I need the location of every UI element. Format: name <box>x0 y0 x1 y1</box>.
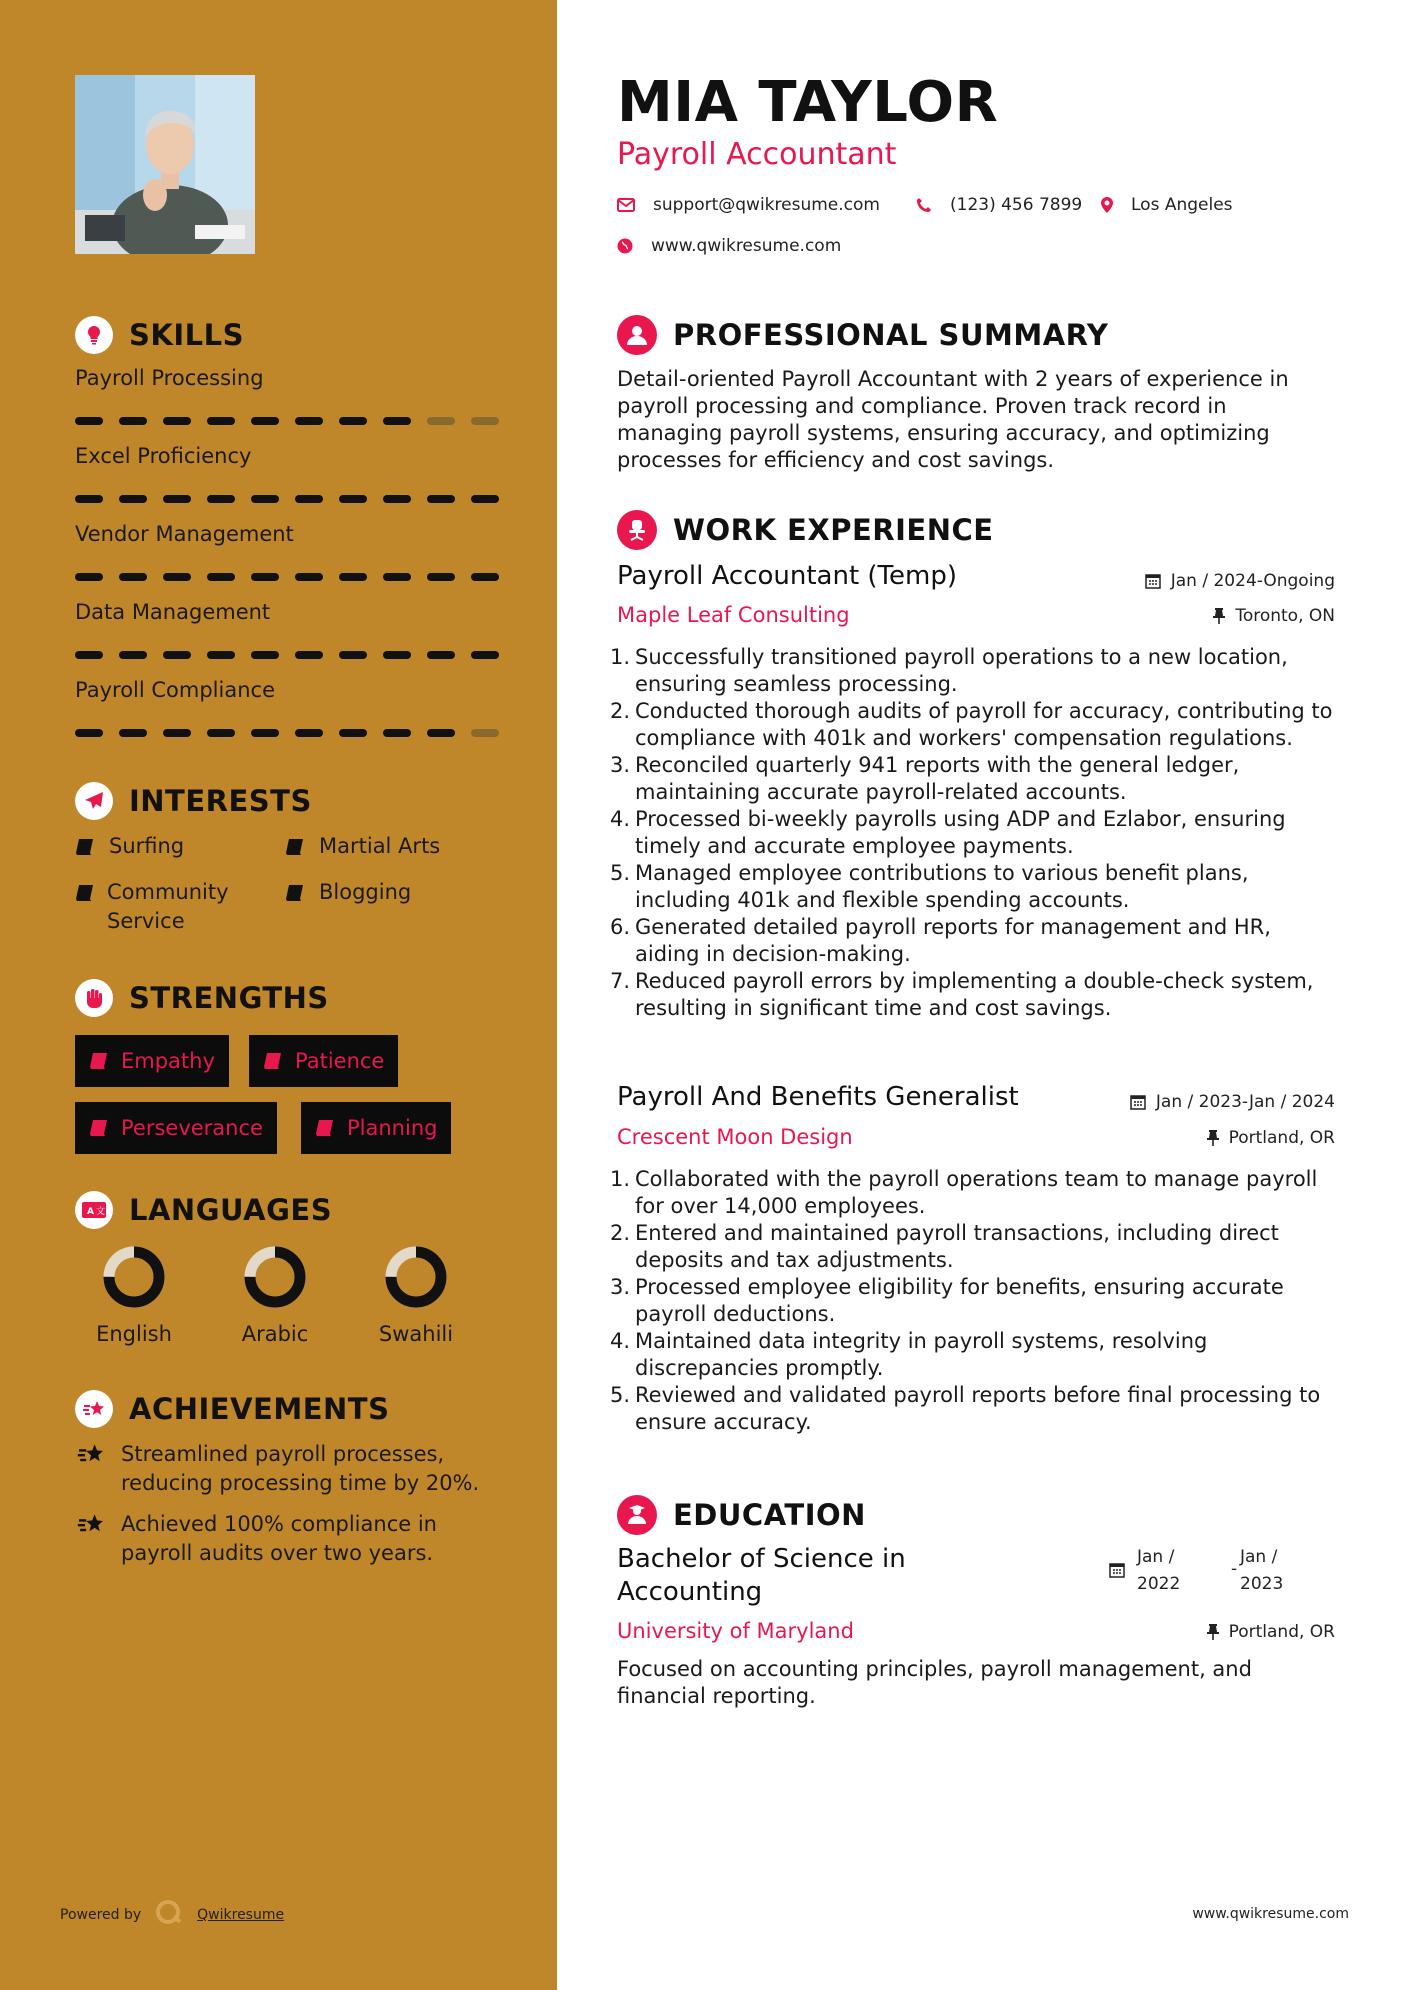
interest-label: Community Service <box>107 880 229 933</box>
qwikresume-link[interactable]: Qwikresume <box>197 1907 285 1923</box>
skill-dash-filled <box>75 573 103 581</box>
email-text: support@qwikresume.com <box>653 195 880 215</box>
bullet-text: Processed bi-weekly payrolls using ADP and Ezlabor, ensuring timely and accurate employee payments. <box>635 807 1286 858</box>
job-bullet <box>610 914 1340 968</box>
bullet-number: 3. <box>610 1275 631 1299</box>
lightbulb-icon <box>75 316 113 354</box>
job-bullets <box>610 1166 1340 1436</box>
candidate-role: Payroll Accountant <box>617 137 897 172</box>
skill-dash-filled <box>339 729 367 737</box>
strengths-heading <box>75 979 329 1017</box>
skill-dash-filled <box>471 573 499 581</box>
skill-dash-filled <box>75 651 103 659</box>
education-description: Focused on accounting principles, payroll management, and financial reporting. <box>617 1657 1252 1708</box>
skill-dash-filled <box>383 573 411 581</box>
job-dates <box>1130 1092 1335 1112</box>
skill-dash-empty <box>471 729 499 737</box>
strength-tag <box>301 1102 451 1154</box>
skill-rating <box>75 417 515 425</box>
bullet-text: Generated detailed payroll reports for management and HR, aiding in decision-making. <box>635 915 1271 966</box>
bullet-number: 7. <box>610 969 631 993</box>
skill-dash-filled <box>251 573 279 581</box>
skill-dash-empty <box>471 417 499 425</box>
skill-dash-filled <box>339 651 367 659</box>
job-bullet <box>610 1274 1340 1328</box>
education-end-month: Jan / <box>1240 1547 1278 1567</box>
skill-dash-filled <box>383 495 411 503</box>
education-heading <box>617 1495 866 1535</box>
strength-label: Perseverance <box>121 1116 263 1140</box>
skill-rating <box>75 573 515 581</box>
skill-dash-filled <box>383 729 411 737</box>
skills-title: SKILLS <box>129 318 244 352</box>
calendar-icon <box>1145 573 1161 589</box>
language-item <box>79 1246 189 1346</box>
language-level-ring <box>385 1246 447 1308</box>
skill-dash-empty <box>427 417 455 425</box>
skill-dash-filled <box>339 573 367 581</box>
footer-website[interactable]: www.qwikresume.com <box>1192 1906 1349 1922</box>
skill-rating <box>75 495 515 503</box>
book-icon <box>89 1052 109 1070</box>
bullet-text: Managed employee contributions to various benefit plans, including 401k and flexible spending accounts. <box>635 861 1249 912</box>
svg-text:A: A <box>87 1207 94 1217</box>
pushpin-icon <box>1213 608 1225 624</box>
skill-dash-filled <box>295 573 323 581</box>
bullet-text: Entered and maintained payroll transactions, including direct deposits and tax adjustments. <box>635 1221 1279 1272</box>
skill-dash-filled <box>119 417 147 425</box>
skill-dash-filled <box>471 651 499 659</box>
skill-dash-filled <box>383 417 411 425</box>
education-start-date <box>1137 1544 1180 1598</box>
bullet-text: Reduced payroll errors by implementing a double-check system, resulting in significant time and cost savings. <box>635 969 1314 1020</box>
job-bullet <box>610 860 1340 914</box>
skill-name: Excel Proficiency <box>75 444 252 468</box>
degree-title: Bachelor of Science in Accounting <box>617 1544 906 1607</box>
phone-text: (123) 456 7899 <box>950 195 1083 215</box>
calendar-icon <box>1109 1562 1125 1582</box>
pushpin-icon <box>1207 1624 1219 1640</box>
interest-item <box>285 878 411 910</box>
skill-name: Payroll Processing <box>75 366 264 390</box>
strength-label: Patience <box>295 1049 385 1073</box>
bullet-text: Collaborated with the payroll operations team to manage payroll for over 14,000 employees. <box>635 1167 1318 1218</box>
skill-dash-filled <box>427 495 455 503</box>
strength-label: Planning <box>347 1116 438 1140</box>
skill-dash-filled <box>163 573 191 581</box>
education-location <box>1207 1622 1335 1642</box>
skill-dash-filled <box>251 729 279 737</box>
skill-dash-filled <box>207 651 235 659</box>
skill-dash-filled <box>339 495 367 503</box>
contact-location <box>1101 195 1233 215</box>
bullet-number: 6. <box>610 915 631 939</box>
sidebar <box>0 0 557 1990</box>
achievements-heading <box>75 1390 389 1428</box>
job-title: Payroll Accountant (Temp) <box>617 561 957 591</box>
office-chair-icon <box>617 510 657 550</box>
interest-label: Martial Arts <box>319 834 441 858</box>
job-bullet <box>610 968 1340 1022</box>
bullet-text: Processed employee eligibility for benefits, ensuring accurate payroll deductions. <box>635 1275 1284 1326</box>
bullet-number: 5. <box>610 1383 631 1407</box>
achievement-item <box>75 1440 511 1498</box>
skill-dash-filled <box>251 651 279 659</box>
experience-title: WORK EXPERIENCE <box>673 513 994 547</box>
skill-name: Data Management <box>75 600 271 624</box>
skill-dash-filled <box>427 573 455 581</box>
languages-heading <box>75 1191 332 1229</box>
skill-name: Payroll Compliance <box>75 678 275 702</box>
skill-dash-filled <box>295 729 323 737</box>
book-icon <box>315 1119 335 1137</box>
language-icon <box>75 1191 113 1229</box>
skill-dash-filled <box>295 495 323 503</box>
education-end-date <box>1240 1544 1283 1598</box>
education-start-year: 2022 <box>1137 1574 1181 1594</box>
skill-dash-filled <box>207 417 235 425</box>
skill-dash-filled <box>339 417 367 425</box>
bullet-text: Maintained data integrity in payroll systems, resolving discrepancies promptly. <box>635 1329 1208 1380</box>
skill-dash-filled <box>251 495 279 503</box>
interests-heading <box>75 782 312 820</box>
contact-email[interactable] <box>617 195 880 215</box>
skill-dash-filled <box>163 417 191 425</box>
pushpin-icon <box>1207 1130 1219 1146</box>
job-location-text: Toronto, ON <box>1235 606 1335 626</box>
book-icon <box>89 1119 109 1137</box>
interest-item <box>285 832 440 864</box>
skill-dash-filled <box>295 417 323 425</box>
raised-fist-icon <box>75 979 113 1017</box>
summary-title: PROFESSIONAL SUMMARY <box>673 318 1109 352</box>
job-bullet <box>610 1328 1340 1382</box>
skill-dash-filled <box>119 573 147 581</box>
paper-plane-icon <box>75 782 113 820</box>
phone-icon <box>916 197 932 213</box>
skills-heading <box>75 316 244 354</box>
skill-dash-filled <box>163 495 191 503</box>
book-icon <box>285 881 307 910</box>
achievement-item <box>75 1510 511 1568</box>
strength-tag <box>249 1035 398 1087</box>
job-location-text: Portland, OR <box>1228 1128 1335 1148</box>
map-pin-icon <box>1101 197 1113 213</box>
languages-title: LANGUAGES <box>129 1193 333 1227</box>
achievements-title: ACHIEVEMENTS <box>129 1392 390 1426</box>
skill-rating <box>75 729 515 737</box>
strength-tag <box>75 1102 277 1154</box>
education-location-text: Portland, OR <box>1228 1622 1335 1642</box>
job-dates-text: Jan / 2024-Ongoing <box>1170 571 1335 591</box>
bullet-number: 2. <box>610 1221 631 1245</box>
language-name: Arabic <box>241 1322 309 1346</box>
language-name: English <box>96 1322 172 1346</box>
job-bullet <box>610 644 1340 698</box>
bullet-text: Conducted thorough audits of payroll for accuracy, contributing to compliance with 401k and workers' compensation regulations. <box>635 699 1333 750</box>
interests-title: INTERESTS <box>129 784 312 818</box>
user-icon <box>617 315 657 355</box>
skill-rating <box>75 651 515 659</box>
strengths-title: STRENGTHS <box>129 981 329 1015</box>
envelope-icon <box>617 198 635 212</box>
interest-item <box>75 832 184 864</box>
shooting-star-icon <box>75 1442 109 1470</box>
bullet-number: 4. <box>610 807 631 831</box>
shooting-star-icon <box>75 1390 113 1428</box>
job-bullet <box>610 1382 1340 1436</box>
language-name: Swahili <box>378 1322 454 1346</box>
job-title: Payroll And Benefits Generalist <box>617 1082 1019 1112</box>
job-bullets <box>610 644 1340 1022</box>
candidate-name: MIA TAYLOR <box>617 70 999 135</box>
skill-dash-filled <box>119 729 147 737</box>
skill-dash-filled <box>75 729 103 737</box>
summary-heading <box>617 315 1108 355</box>
strength-label: Empathy <box>121 1049 215 1073</box>
education-end-year: 2023 <box>1240 1574 1284 1594</box>
skill-dash-filled <box>119 495 147 503</box>
job-bullet <box>610 1166 1340 1220</box>
achievement-text: Streamlined payroll processes, reducing processing time by 20%. <box>121 1442 480 1495</box>
skill-dash-filled <box>207 573 235 581</box>
education-date-separator: - <box>1231 1559 1238 1579</box>
powered-by <box>60 1899 284 1931</box>
skill-dash-filled <box>119 651 147 659</box>
book-icon <box>263 1052 283 1070</box>
skill-dash-filled <box>75 417 103 425</box>
book-icon <box>285 835 307 864</box>
calendar-icon <box>1130 1094 1146 1110</box>
bullet-number: 1. <box>610 645 631 669</box>
book-icon <box>75 835 97 864</box>
skill-dash-filled <box>163 729 191 737</box>
book-icon <box>75 881 95 910</box>
skill-dash-filled <box>75 495 103 503</box>
skill-name: Vendor Management <box>75 522 294 546</box>
bullet-number: 3. <box>610 753 631 777</box>
bullet-number: 1. <box>610 1167 631 1191</box>
svg-text:文: 文 <box>96 1207 106 1217</box>
language-item <box>220 1246 330 1346</box>
job-bullet <box>610 806 1340 860</box>
qwikresume-logo-icon <box>155 1899 183 1931</box>
bullet-number: 5. <box>610 861 631 885</box>
job-bullet <box>610 752 1340 806</box>
education-start-month: Jan / <box>1137 1547 1175 1567</box>
achievement-text: Achieved 100% compliance in payroll audits over two years. <box>121 1512 437 1565</box>
interest-item <box>75 878 275 936</box>
contact-website[interactable] <box>617 236 841 256</box>
language-level-ring <box>244 1246 306 1308</box>
bullet-text: Reviewed and validated payroll reports before final processing to ensure accuracy. <box>635 1383 1321 1434</box>
powered-by-label: Powered by <box>60 1907 142 1923</box>
skill-dash-filled <box>207 729 235 737</box>
profile-photo <box>75 75 255 254</box>
skill-dash-filled <box>207 495 235 503</box>
job-location <box>1213 606 1335 626</box>
bullet-text: Reconciled quarterly 941 reports with the general ledger, maintaining accurate payroll-related accounts. <box>635 753 1240 804</box>
education-title: EDUCATION <box>673 1498 866 1532</box>
website-text: www.qwikresume.com <box>651 236 842 256</box>
experience-heading <box>617 510 994 550</box>
job-location <box>1207 1128 1335 1148</box>
job-bullet <box>610 698 1340 752</box>
bullet-number: 4. <box>610 1329 631 1353</box>
strength-tag <box>75 1035 229 1087</box>
skill-dash-filled <box>251 417 279 425</box>
skill-dash-filled <box>295 651 323 659</box>
job-dates-text: Jan / 2023-Jan / 2024 <box>1155 1092 1335 1112</box>
contact-phone[interactable] <box>916 195 1082 215</box>
skill-dash-filled <box>427 729 455 737</box>
graduation-cap-icon <box>617 1495 657 1535</box>
skill-dash-filled <box>383 651 411 659</box>
language-item <box>361 1246 471 1346</box>
bullet-text: Successfully transitioned payroll operations to a new location, ensuring seamless processing. <box>635 645 1288 696</box>
school-name: University of Maryland <box>617 1619 854 1643</box>
shooting-star-icon <box>75 1512 109 1540</box>
interest-label: Surfing <box>109 834 185 858</box>
company-name: Crescent Moon Design <box>617 1125 853 1149</box>
job-bullet <box>610 1220 1340 1274</box>
summary-text: Detail-oriented Payroll Accountant with 2 years of experience in payroll processing and compliance. Proven track record in managing payroll systems, ensuring accuracy, and optimizing processes for efficiency and cost savings. <box>617 367 1289 472</box>
skill-dash-filled <box>471 495 499 503</box>
job-dates <box>1145 571 1335 591</box>
skill-dash-filled <box>427 651 455 659</box>
skill-dash-filled <box>163 651 191 659</box>
bullet-number: 2. <box>610 699 631 723</box>
interest-label: Blogging <box>319 880 412 904</box>
language-level-ring <box>103 1246 165 1308</box>
globe-icon <box>617 238 633 254</box>
location-text: Los Angeles <box>1131 195 1233 215</box>
company-name: Maple Leaf Consulting <box>617 603 850 627</box>
